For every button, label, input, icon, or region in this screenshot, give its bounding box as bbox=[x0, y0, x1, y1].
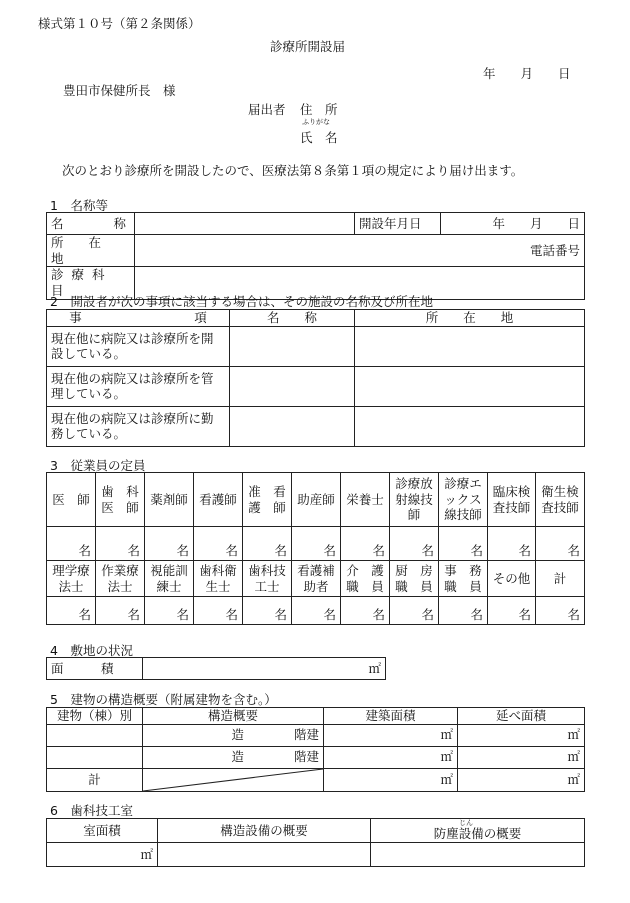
row-label: 現在他に病院又は診療所を開設している。 bbox=[47, 326, 230, 366]
building-table bbox=[46, 707, 585, 792]
staff-category: 作業療 法士 bbox=[96, 561, 145, 597]
staff-category: 視能訓 練士 bbox=[145, 561, 194, 597]
staff-category: 理学療 法士 bbox=[47, 561, 96, 597]
staff-count-cell[interactable]: 名 bbox=[47, 527, 96, 561]
site-table bbox=[46, 657, 386, 680]
staff-count-cell[interactable]: 名 bbox=[341, 527, 390, 561]
col-room-area: 室面積 bbox=[47, 819, 158, 843]
staff-category: 准 看 護 師 bbox=[243, 473, 292, 527]
dust-cell[interactable] bbox=[371, 843, 585, 867]
ruby: じん bbox=[459, 819, 473, 827]
name-table bbox=[46, 212, 585, 300]
name-label: 氏 名 bbox=[300, 130, 338, 145]
section-5-heading: 5 建物の構造概要（附属建物を含む。） bbox=[50, 692, 277, 707]
staff-count-cell[interactable]: 名 bbox=[341, 597, 390, 625]
unit: ㎡ bbox=[140, 846, 153, 862]
unit: ㎡ bbox=[440, 749, 453, 765]
staff-count-cell[interactable]: 名 bbox=[488, 597, 536, 625]
staff-category: 医 師 bbox=[47, 473, 96, 527]
lab-table bbox=[46, 818, 585, 867]
total-area-cell[interactable] bbox=[458, 746, 585, 768]
total-label: 計 bbox=[47, 768, 143, 791]
staff-category: 看護補 助者 bbox=[292, 561, 341, 597]
floor-area-total[interactable] bbox=[324, 768, 458, 791]
diagonal-cell bbox=[143, 768, 324, 791]
staff-category: 歯 科 医 師 bbox=[96, 473, 145, 527]
col-floor-area: 建築面積 bbox=[324, 708, 458, 725]
phone-label: 電話番号 bbox=[529, 242, 580, 258]
location-cell[interactable] bbox=[355, 366, 585, 406]
staff-category: 助産師 bbox=[292, 473, 341, 527]
staff-count-cell[interactable]: 名 bbox=[439, 597, 488, 625]
section-6-heading: 6 歯科技工室 bbox=[50, 803, 133, 818]
col-total-area: 延べ面積 bbox=[458, 708, 585, 725]
facility-table bbox=[46, 309, 585, 447]
location-field[interactable] bbox=[135, 235, 585, 267]
location-cell[interactable] bbox=[355, 326, 585, 366]
staff-category: 薬剤師 bbox=[145, 473, 194, 527]
date-field: 年 月 日 bbox=[483, 66, 571, 81]
staff-category: 厨 房 職 員 bbox=[390, 561, 439, 597]
structure-cell[interactable]: 造 階建 bbox=[143, 724, 324, 746]
unit: ㎡ bbox=[567, 749, 580, 765]
col-item: 事 項 bbox=[47, 310, 230, 327]
row-label: 現在他の病院又は診療所に勤務している。 bbox=[47, 406, 230, 446]
staff-count-cell[interactable]: 名 bbox=[292, 527, 341, 561]
col-dust bbox=[371, 819, 585, 843]
staff-count-cell[interactable]: 名 bbox=[536, 527, 585, 561]
location-cell[interactable] bbox=[355, 406, 585, 446]
staff-count-cell[interactable]: 名 bbox=[488, 527, 536, 561]
staff-count-cell[interactable]: 名 bbox=[96, 527, 145, 561]
staff-table bbox=[46, 472, 585, 625]
structure-cell[interactable]: 造 階建 bbox=[143, 746, 324, 768]
total-area-cell[interactable] bbox=[458, 724, 585, 746]
staff-category: 事 務 職 員 bbox=[439, 561, 488, 597]
staff-count-cell[interactable]: 名 bbox=[292, 597, 341, 625]
statement: 次のとおり診療所を開設したので、医療法第８条第１項の規定により届け出ます。 bbox=[62, 163, 524, 178]
applicant-label: 届出者 bbox=[248, 102, 286, 117]
staff-count-cell[interactable]: 名 bbox=[145, 527, 194, 561]
section-3-heading: 3 従業員の定員 bbox=[50, 458, 146, 473]
unit: ㎡ bbox=[440, 771, 453, 787]
diagonal-line bbox=[143, 769, 323, 791]
row-label: 現在他の病院又は診療所を管理している。 bbox=[47, 366, 230, 406]
staff-count-cell[interactable]: 名 bbox=[536, 597, 585, 625]
building-cell[interactable] bbox=[47, 724, 143, 746]
staff-count-cell[interactable]: 名 bbox=[439, 527, 488, 561]
unit: ㎡ bbox=[368, 660, 381, 676]
addressee: 豊田市保健所長 様 bbox=[63, 83, 176, 98]
total-area-total[interactable] bbox=[458, 768, 585, 791]
staff-count-cell[interactable]: 名 bbox=[243, 597, 292, 625]
col-building: 建物（棟）別 bbox=[47, 708, 143, 725]
open-date-field[interactable]: 年 月 日 bbox=[441, 213, 585, 235]
staff-count-cell[interactable]: 名 bbox=[390, 597, 439, 625]
staff-category: その他 bbox=[488, 561, 536, 597]
floor-area-cell[interactable] bbox=[324, 746, 458, 768]
name-cell[interactable] bbox=[230, 326, 355, 366]
unit: ㎡ bbox=[567, 727, 580, 743]
unit: ㎡ bbox=[567, 771, 580, 787]
address-label: 住 所 bbox=[300, 102, 338, 117]
staff-category: 診療エ ックス 線技師 bbox=[439, 473, 488, 527]
staff-category: 介 護 職 員 bbox=[341, 561, 390, 597]
staff-category: 衛生検 査技師 bbox=[536, 473, 585, 527]
col-structure: 構造設備の概要 bbox=[158, 819, 371, 843]
furigana-label: ふりがな bbox=[302, 118, 330, 126]
area-label: 面 積 bbox=[47, 658, 143, 680]
section-4-heading: 4 敷地の状況 bbox=[50, 643, 133, 658]
staff-count-cell[interactable]: 名 bbox=[145, 597, 194, 625]
name-label: 名 称 bbox=[47, 213, 135, 235]
staff-category: 歯科衛 生士 bbox=[194, 561, 243, 597]
name-cell[interactable] bbox=[230, 406, 355, 446]
staff-count-cell[interactable]: 名 bbox=[96, 597, 145, 625]
staff-count-cell[interactable]: 名 bbox=[243, 527, 292, 561]
staff-count-cell[interactable]: 名 bbox=[194, 527, 243, 561]
name-field[interactable] bbox=[135, 213, 355, 235]
page-title: 診療所開設届 bbox=[270, 39, 346, 54]
location-label: 所 在 地 bbox=[47, 235, 135, 267]
form-number: 様式第１０号（第２条関係） bbox=[38, 16, 201, 31]
section-2-heading: 2 開設者が次の事項に該当する場合は、その施設の名称及び所在地 bbox=[50, 294, 433, 309]
room-area-cell[interactable] bbox=[47, 843, 158, 867]
col-structure: 構造概要 bbox=[143, 708, 324, 725]
staff-category: 診療放 射線技 師 bbox=[390, 473, 439, 527]
staff-category: 計 bbox=[536, 561, 585, 597]
staff-count-cell[interactable]: 名 bbox=[47, 597, 96, 625]
staff-category: 看護師 bbox=[194, 473, 243, 527]
name-cell[interactable] bbox=[230, 366, 355, 406]
staff-category: 栄養士 bbox=[341, 473, 390, 527]
staff-count-cell[interactable]: 名 bbox=[194, 597, 243, 625]
staff-category: 臨床検 査技師 bbox=[488, 473, 536, 527]
staff-count-cell[interactable]: 名 bbox=[390, 527, 439, 561]
building-cell[interactable] bbox=[47, 746, 143, 768]
section-1-heading: 1 名称等 bbox=[50, 198, 108, 213]
staff-category: 歯科技 工士 bbox=[243, 561, 292, 597]
col-location: 所 在 地 bbox=[355, 310, 585, 327]
area-field[interactable] bbox=[143, 658, 386, 680]
departments-label: 診療科目 bbox=[47, 267, 135, 299]
structure-cell[interactable] bbox=[158, 843, 371, 867]
unit: ㎡ bbox=[440, 727, 453, 743]
col-dust-label: 防塵設備の概要 bbox=[433, 825, 522, 841]
floor-area-cell[interactable] bbox=[324, 724, 458, 746]
col-name: 名 称 bbox=[230, 310, 355, 327]
open-date-label: 開設年月日 bbox=[355, 213, 441, 235]
